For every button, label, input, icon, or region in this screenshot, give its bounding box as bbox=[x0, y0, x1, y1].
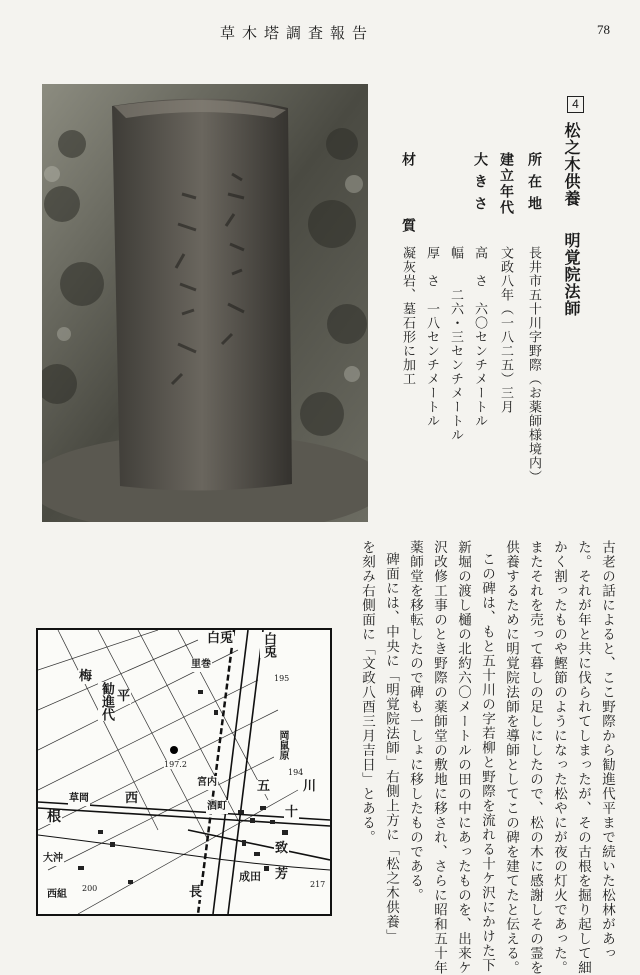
map-elevation-200: 200 bbox=[82, 884, 98, 893]
map-label-yoshi: 芳 bbox=[275, 867, 289, 882]
field-value-height: 高 さ 六〇センチメートル bbox=[472, 246, 487, 428]
running-header: 草木塔調査報告 bbox=[220, 24, 375, 42]
map-label-oi: 大沖 bbox=[43, 853, 63, 864]
map-label-hira: 平 bbox=[117, 689, 131, 704]
map-label-saisho: 西組 bbox=[47, 889, 67, 900]
field-value-date: 文政八年（一八二五）三月 bbox=[498, 246, 513, 414]
body-line-7: 新堀の渡し樋の北約六〇メートルの田の中にあったものを、出来ケ bbox=[455, 540, 471, 975]
map-label-sakamachi: 酒町 bbox=[207, 801, 227, 812]
map-label-nishi: 西 bbox=[125, 791, 139, 806]
map-label-miyauchi: 宮内 bbox=[197, 777, 217, 788]
monument-photo bbox=[42, 84, 368, 522]
field-value-location: 長井市五十川字野際（お薬師様境内） bbox=[526, 246, 541, 484]
body-line-11: を刻み右側面に「文政八酉三月吉日」とある。 bbox=[359, 540, 375, 845]
body-line-8: 沢改修工事のとき野際の薬師堂の敷地に移され、さらに昭和五十年 bbox=[431, 540, 447, 975]
map-label-cho: 長 bbox=[189, 885, 203, 900]
map-label-juu: 十 bbox=[285, 805, 299, 820]
map-elevation-217: 217 bbox=[310, 880, 326, 889]
body-line-9: 薬師堂を移転したので碑も一しょに移したものである。 bbox=[407, 540, 423, 903]
field-label-material: 材 質 bbox=[400, 152, 416, 240]
field-value-thickness: 厚 さ 一八センチメートル bbox=[424, 246, 439, 428]
map-label-seiyo: 成田 bbox=[239, 870, 261, 883]
body-line-4: またそれを売って暮しの足しにしたので、松の木に感謝しその霊を bbox=[527, 540, 543, 975]
field-label-size: 大きさ bbox=[472, 152, 488, 218]
map-label-satomaki: 里巻 bbox=[191, 659, 211, 670]
map-label-kusamizu: 草岡 bbox=[69, 793, 89, 804]
body-line-1: 古老の話によると、ここ野際から勧進代平まで続いた松林があっ bbox=[599, 540, 615, 961]
page-number: 78 bbox=[597, 22, 610, 37]
field-label-location: 所在地 bbox=[526, 152, 542, 218]
map-label-kawa: 川 bbox=[303, 779, 317, 794]
body-line-5: 供養するために明覚院法師を導師としてこの碑を建てたと伝える。 bbox=[503, 540, 519, 975]
body-line-2: た。それが年と共に伐られてしまったが、その古根を掘り起して細 bbox=[575, 540, 591, 975]
entry-subtitle: 明覚院法師 bbox=[562, 232, 581, 317]
location-map bbox=[36, 628, 332, 916]
field-label-date: 建立年代 bbox=[498, 152, 514, 216]
map-label-ume: 梅 bbox=[79, 669, 93, 684]
map-elevation-1972: 197.2 bbox=[164, 760, 187, 769]
map-label-hakuda: 白兎 bbox=[261, 632, 276, 658]
map-label-go: 五 bbox=[257, 779, 271, 794]
body-line-3: かく割ったものや鰹節のようになった松やにが夜の灯火であった。 bbox=[551, 540, 567, 975]
map-elevation-194: 194 bbox=[288, 768, 304, 777]
body-line-6: この碑は、もと五十川の字若柳と野際を流れる十ケ沢にかけた下 bbox=[479, 552, 495, 973]
map-label-shirakama: 白兎 bbox=[207, 631, 234, 646]
map-label-chi: 致 bbox=[275, 841, 289, 856]
map-elevation-195: 195 bbox=[274, 674, 290, 683]
map-label-ne: 根 bbox=[47, 809, 61, 825]
field-value-width: 幅 二六・三センチメートル bbox=[448, 246, 463, 442]
field-value-material: 凝灰岩、墓石形に加工 bbox=[400, 246, 415, 386]
entry-title: 松之木供養 bbox=[562, 122, 581, 207]
body-line-10: 碑面には、中央に「明覚院法師」右側上方に「松之木供養」 bbox=[383, 552, 399, 944]
map-label-kanjindai: 勧進代 bbox=[99, 682, 114, 721]
entry-number-box: 4 bbox=[567, 96, 584, 113]
map-label-okaka: 岡鼠原 bbox=[274, 730, 290, 760]
